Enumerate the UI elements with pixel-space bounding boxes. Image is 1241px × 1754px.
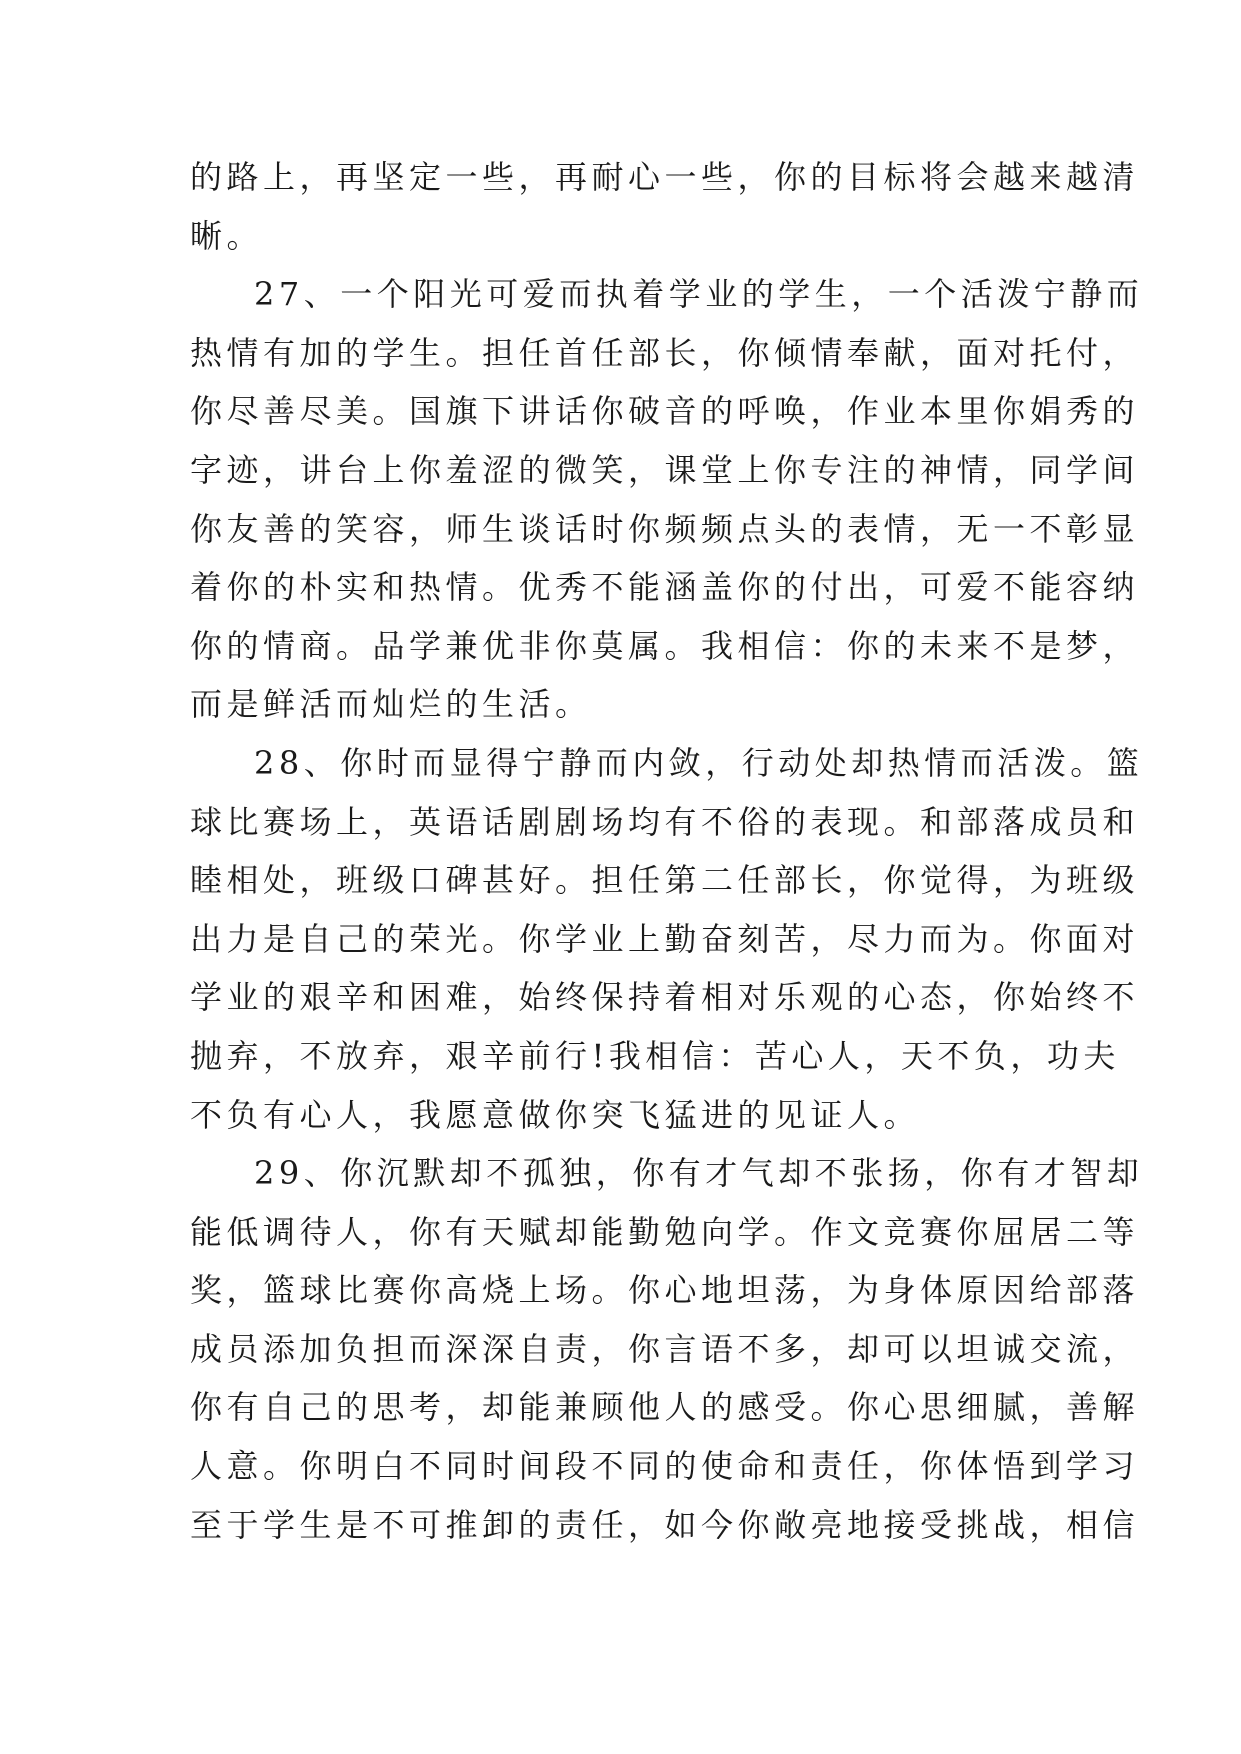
text-line: 着你的朴实和热情。优秀不能涵盖你的付出，可爱不能容纳	[190, 568, 1140, 607]
text-line: 球比赛场上，英语话剧剧场均有不俗的表现。和部落成员和	[190, 802, 1140, 841]
text-line: 成员添加负担而深深自责，你言语不多，却可以坦诚交流，	[190, 1329, 1140, 1368]
text-line: 至于学生是不可推卸的责任，如今你敞亮地接受挑战，相信	[190, 1505, 1140, 1544]
text-line: 你友善的笑容，师生谈话时你频频点头的表情，无一不彰显	[190, 509, 1140, 548]
text-line: 能低调待人，你有天赋却能勤勉向学。作文竞赛你屈居二等	[190, 1212, 1140, 1251]
text-line: 抛弃，不放弃，艰辛前行!我相信：苦心人，天不负，功夫	[190, 1036, 1120, 1075]
text-line: 出力是自己的荣光。你学业上勤奋刻苦，尽力而为。你面对	[190, 919, 1140, 958]
paragraph-29-start: 29、你沉默却不孤独，你有才气却不张扬，你有才智却	[254, 1154, 1144, 1193]
text-line: 而是鲜活而灿烂的生活。	[190, 685, 592, 724]
text-line: 你的情商。品学兼优非你莫属。我相信：你的未来不是梦，	[190, 626, 1140, 665]
text-line: 你尽善尽美。国旗下讲话你破音的呼唤，作业本里你娟秀的	[190, 392, 1140, 431]
text-line: 热情有加的学生。担任首任部长，你倾情奉献，面对托付，	[190, 333, 1140, 372]
document-body	[190, 148, 1144, 1554]
text-line: 不负有心人，我愿意做你突飞猛进的见证人。	[190, 1095, 921, 1134]
text-line: 睦相处，班级口碑甚好。担任第二任部长，你觉得，为班级	[190, 861, 1140, 900]
text-line: 你有自己的思考，却能兼顾他人的感受。你心思细腻，善解	[190, 1388, 1140, 1427]
text-line: 字迹，讲台上你羞涩的微笑，课堂上你专注的神情，同学间	[190, 450, 1140, 489]
paragraph-27-start: 27、一个阳光可爱而执着学业的学生，一个活泼宁静而	[254, 275, 1144, 314]
text-line: 奖，篮球比赛你高烧上场。你心地坦荡，为身体原因给部落	[190, 1271, 1140, 1310]
text-line: 的路上，再坚定一些，再耐心一些，你的目标将会越来越清	[190, 158, 1140, 196]
text-line: 人意。你明白不同时间段不同的使命和责任，你体悟到学习	[190, 1447, 1140, 1486]
text-line: 学业的艰辛和困难，始终保持着相对乐观的心态，你始终不	[190, 978, 1140, 1017]
text-line: 晰。	[190, 216, 264, 255]
paragraph-28-start: 28、你时而显得宁静而内敛，行动处却热情而活泼。篮	[254, 743, 1144, 782]
